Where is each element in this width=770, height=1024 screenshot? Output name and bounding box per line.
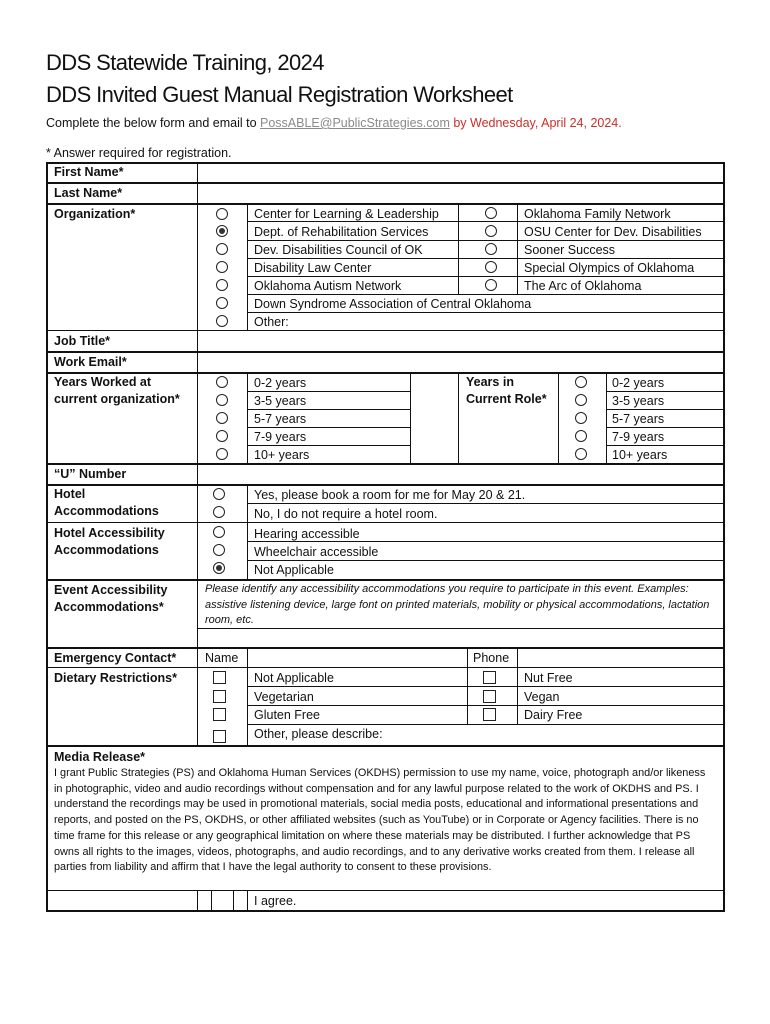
dietary-label: Dietary Restrictions*	[54, 671, 177, 685]
emergency-contact-label: Emergency Contact*	[54, 651, 177, 665]
org-radio-center-learning[interactable]	[216, 208, 228, 220]
org-option-label: Oklahoma Autism Network	[254, 279, 402, 293]
deadline-text: by Wednesday, April 24, 2024.	[449, 116, 622, 130]
years-role-option: 0-2 years	[612, 376, 665, 390]
emergency-name-label: Name	[205, 651, 239, 665]
years-worked-option: 10+ years	[254, 448, 310, 462]
dietary-option-label: Other, please describe:	[254, 727, 383, 741]
event-accessibility-instructions: Please identify any accessibility accommodations you require to participate in this event. Examples: assistive listening device, large font on printed materials, mobility or physical accommodations, lactation room, etc.	[205, 583, 710, 626]
org-option-label: Other:	[254, 315, 289, 329]
hotel-option-label: No, I do not require a hotel room.	[254, 507, 438, 521]
event-acc-label-line1: Event Accessibility	[54, 583, 168, 597]
agree-label: I agree.	[254, 894, 297, 908]
years-role-radio[interactable]	[575, 394, 587, 406]
years-worked-option: 0-2 years	[254, 376, 307, 390]
dietary-option-label: Vegetarian	[254, 690, 314, 704]
years-role-radio[interactable]	[575, 430, 587, 442]
years-worked-label-line1: Years Worked at	[54, 375, 152, 389]
hotel-access-option-label: Not Applicable	[254, 563, 334, 577]
org-option-label: Down Syndrome Association of Central Oklahoma	[254, 297, 532, 311]
years-worked-label	[54, 374, 180, 408]
required-note: * Answer required for registration.	[46, 146, 232, 160]
years-role-radio[interactable]	[575, 376, 587, 388]
dietary-checkbox[interactable]	[483, 708, 496, 721]
intro-text	[46, 116, 622, 130]
emergency-phone-input[interactable]	[519, 649, 721, 666]
years-worked-option: 7-9 years	[254, 430, 307, 444]
hotel-access-option-label: Wheelchair accessible	[254, 545, 379, 559]
org-radio-down-syndrome[interactable]	[216, 297, 228, 309]
work-email-input[interactable]	[199, 353, 722, 371]
organization-other-input[interactable]	[296, 314, 721, 329]
org-radio-law-center[interactable]	[216, 261, 228, 273]
dietary-checkbox[interactable]	[213, 671, 226, 684]
page-subtitle: DDS Invited Guest Manual Registration Worksheet	[46, 82, 513, 107]
years-role-label-line2: Current Role*	[466, 392, 547, 406]
org-radio-dev-council[interactable]	[216, 243, 228, 255]
years-worked-radio[interactable]	[216, 376, 228, 388]
years-role-label-line1: Years in	[466, 375, 514, 389]
years-worked-option: 3-5 years	[254, 394, 307, 408]
hotel-accessibility-label	[54, 525, 165, 559]
org-radio-sooner-success[interactable]	[485, 243, 497, 255]
u-number-label: “U” Number	[54, 467, 127, 481]
emergency-name-input[interactable]	[249, 649, 465, 666]
org-radio-other[interactable]	[216, 315, 228, 327]
hotel-yes-radio[interactable]	[213, 488, 225, 500]
dietary-option-label: Vegan	[524, 690, 560, 704]
event-acc-label-line2: Accommodations*	[54, 600, 164, 614]
org-radio-rehab-services[interactable]	[216, 225, 228, 237]
email-link[interactable]: PossABLE@PublicStrategies.com	[260, 116, 450, 130]
hotel-label-line2: Accommodations	[54, 504, 159, 518]
u-number-input[interactable]	[199, 465, 722, 483]
dietary-option-label: Nut Free	[524, 671, 573, 685]
years-worked-radio[interactable]	[216, 448, 228, 460]
org-option-label: The Arc of Oklahoma	[524, 279, 642, 293]
org-option-label: Sooner Success	[524, 243, 616, 257]
event-accessibility-input[interactable]	[199, 630, 722, 646]
hotel-label-line1: Hotel	[54, 487, 86, 501]
org-option-label: Oklahoma Family Network	[524, 207, 671, 221]
last-name-label: Last Name*	[54, 186, 123, 200]
hotel-option-label: Yes, please book a room for me for May 20 & 21.	[254, 488, 526, 502]
hotel-label	[54, 486, 159, 520]
job-title-input[interactable]	[199, 332, 722, 350]
dietary-other-input[interactable]	[395, 726, 721, 743]
org-radio-arc-oklahoma[interactable]	[485, 279, 497, 291]
dietary-checkbox[interactable]	[213, 730, 226, 743]
hotel-acc-label-line2: Accommodations	[54, 543, 159, 557]
hotel-access-option-label: Hearing accessible	[254, 527, 360, 541]
years-role-option: 5-7 years	[612, 412, 665, 426]
organization-label: Organization*	[54, 207, 136, 221]
media-release-text: I grant Public Strategies (PS) and Oklahoma Human Services (OKDHS) permission to use my name, voice, photograph and/or likeness in photographic, video and audio recordings without compensation and for any lawful purpose related to the work of OKDHS and PS. I understand the recordings may be used in promotional materials, social media posts, educational and informational presentations and reports, and posted on the PS, OKDHS, or other affiliated websites (such as YouTube) or in Corporate or Agency facilities. There is no time frame for this release or any geographical limitation on where these materials may be distributed. I further acknowledge that PS owns all rights to the images, videos, photographs, and audio recordings, and to any derivative works created from them. I release all parties from liability and affirm that I have the legal authority to consent to these provisions.	[54, 767, 706, 874]
org-option-label: Dev. Disabilities Council of OK	[254, 243, 423, 257]
org-radio-family-network[interactable]	[485, 207, 497, 219]
job-title-label: Job Title*	[54, 334, 111, 348]
years-role-radio[interactable]	[575, 412, 587, 424]
media-release-label: Media Release*	[54, 750, 146, 764]
hotel-no-radio[interactable]	[213, 506, 225, 518]
org-radio-autism-network[interactable]	[216, 279, 228, 291]
event-accessibility-label	[54, 582, 167, 616]
hotel-not-applicable-radio[interactable]	[213, 562, 225, 574]
dietary-option-label: Gluten Free	[254, 708, 321, 722]
years-worked-radio[interactable]	[216, 394, 228, 406]
hotel-acc-label-line1: Hotel Accessibility	[54, 526, 165, 540]
work-email-label: Work Email*	[54, 355, 127, 369]
emergency-phone-label: Phone	[473, 651, 510, 665]
dietary-checkbox[interactable]	[483, 690, 496, 703]
years-role-option: 10+ years	[612, 448, 668, 462]
years-worked-radio[interactable]	[216, 412, 228, 424]
dietary-option-label: Not Applicable	[254, 671, 334, 685]
org-option-label: Dept. of Rehabilitation Services	[254, 225, 429, 239]
years-worked-radio[interactable]	[216, 430, 228, 442]
page-title: DDS Statewide Training, 2024	[46, 50, 324, 75]
agree-checkbox[interactable]	[213, 891, 232, 909]
org-option-label: Disability Law Center	[254, 261, 372, 275]
dietary-checkbox[interactable]	[213, 708, 226, 721]
years-role-option: 7-9 years	[612, 430, 665, 444]
org-option-label: OSU Center for Dev. Disabilities	[524, 225, 702, 239]
years-role-label	[466, 374, 547, 408]
org-radio-osu-center[interactable]	[485, 225, 497, 237]
org-radio-special-olympics[interactable]	[485, 261, 497, 273]
years-role-option: 3-5 years	[612, 394, 665, 408]
dietary-checkbox[interactable]	[213, 690, 226, 703]
org-option-label: Special Olympics of Oklahoma	[524, 261, 695, 275]
hotel-wheelchair-radio[interactable]	[213, 544, 225, 556]
years-role-radio[interactable]	[575, 448, 587, 460]
dietary-checkbox[interactable]	[483, 671, 496, 684]
first-name-label: First Name*	[54, 165, 124, 179]
dietary-option-label: Dairy Free	[524, 708, 583, 722]
hotel-hearing-radio[interactable]	[213, 526, 225, 538]
last-name-input[interactable]	[199, 185, 722, 202]
org-option-label: Center for Learning & Leadership	[254, 207, 439, 221]
intro-prefix: Complete the below form and email to	[46, 116, 260, 130]
first-name-input[interactable]	[199, 164, 722, 181]
years-worked-label-line2: current organization*	[54, 392, 180, 406]
years-worked-option: 5-7 years	[254, 412, 307, 426]
